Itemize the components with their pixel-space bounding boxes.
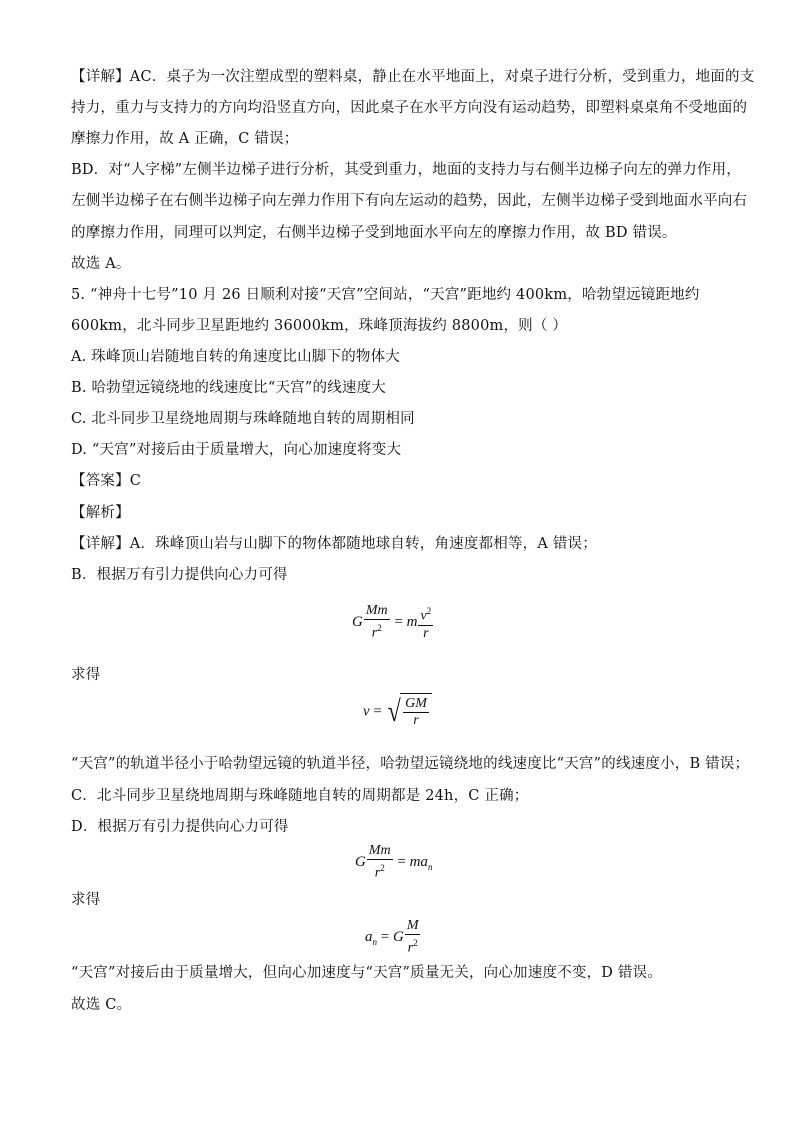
text-line: 求得 [71, 892, 101, 908]
eq-numerator: GM [405, 696, 427, 711]
eq-equals: = [373, 703, 382, 720]
text-line: 左侧半边梯子在右侧半边梯子向左弹力作用下有向左运动的趋势，因此，左侧半边梯子受到地面水平向右 [71, 193, 748, 209]
option-c: C. 北斗同步卫星绕地周期与珠峰随地自转的周期相同 [71, 411, 415, 427]
sqrt-symbol: √ $\frac{GM}{r}$ [386, 693, 432, 731]
eq-symbol: v [363, 703, 370, 720]
text-line: 持力，重力与支持力的方向均沿竖直方向，因此桌子在水平方向没有运动趋势，即塑料桌桌角不受地面的 [71, 100, 748, 116]
eq-numerator: v [420, 608, 427, 624]
eq-equals: = [397, 853, 406, 870]
text-line: BD．对“人字梯”左侧半边梯子进行分析，其受到重力，地面的支持力与右侧半边梯子向左的弹力作用， [71, 162, 742, 178]
option-d: D. “天宫”对接后由于质量增大，向心加速度将变大 [71, 442, 402, 458]
eq-denominator: r [371, 625, 378, 641]
analysis-label: 【解析】 [71, 505, 130, 521]
option-a: A. 珠峰顶山岩随地自转的角速度比山脚下的物体大 [71, 349, 400, 365]
eq-fraction [364, 603, 390, 642]
equation-gravity-velocity [352, 603, 434, 642]
eq-denominator: r [413, 713, 419, 728]
eq-fraction [367, 843, 393, 882]
text-line: C．北斗同步卫星绕地周期与珠峰随地自转的周期都是 24h，C 正确； [71, 788, 529, 804]
option-b: B. 哈勃望远镜绕地的线速度比“天宫”的线速度大 [71, 380, 386, 396]
equation-gravity-acceleration [355, 843, 432, 882]
equation-acceleration [365, 918, 421, 957]
eq-symbol: a [365, 928, 373, 945]
eq-fraction [405, 918, 421, 957]
eq-symbol: G [355, 853, 366, 870]
eq-denominator: r [407, 940, 414, 956]
eq-fraction [403, 696, 429, 729]
eq-exponent: 2 [377, 623, 382, 633]
eq-subscript: n [427, 861, 433, 872]
text-line: 求得 [71, 667, 101, 683]
question-stem: 600km，北斗同步卫星距地约 36000km，珠峰顶海拔约 8800m，则（ ） [71, 318, 568, 334]
eq-symbol: ma [409, 853, 428, 870]
eq-numerator: Mm [365, 603, 388, 618]
answer-label: 【答案】C [71, 473, 142, 489]
eq-exponent: 2 [413, 938, 418, 948]
text-line: B．根据万有引力提供向心力可得 [71, 567, 288, 583]
text-line: 【详解】AC．桌子为一次注塑成型的塑料桌，静止在水平地面上，对桌子进行分析，受到重力，地面的支 [71, 69, 755, 85]
text-line: 的摩擦力作用，同理可以判定，右侧半边梯子受到地面水平向左的摩擦力作用，故 BD 错误。 [71, 225, 677, 241]
eq-symbol: m [406, 613, 418, 630]
text-line: 故选 A。 [71, 256, 131, 272]
eq-numerator: M [406, 918, 419, 933]
eq-fraction [418, 603, 433, 642]
text-line: 摩擦力作用，故 A 正确，C 错误； [71, 131, 299, 147]
text-line: D．根据万有引力提供向心力可得 [71, 819, 289, 835]
eq-exponent: 2 [426, 606, 432, 616]
text-line: 【详解】A．珠峰顶山岩与山脚下的物体都随地球自转，角速度都相等，A 错误； [71, 536, 597, 552]
eq-denominator: r [423, 625, 429, 641]
eq-symbol: G [352, 613, 363, 630]
eq-equals: = [394, 613, 403, 630]
text-line: “天宫”的轨道半径小于哈勃望远镜的轨道半径，哈勃望远镜绕地的线速度比“天宫”的线速度小，B 错误； [71, 756, 750, 772]
eq-denominator: r [374, 865, 381, 881]
question-stem: 5. “神舟十七号”10 月 26 日顺利对接“天宫”空间站，“天宫”距地约 400km，哈勃望远镜距地约 [71, 287, 700, 303]
eq-numerator: Mm [368, 843, 391, 858]
eq-subscript: n [372, 936, 377, 947]
eq-symbol: G [392, 928, 404, 945]
equation-velocity [363, 693, 432, 731]
text-line: “天宫”对接后由于质量增大，但向心加速度与“天宫”质量无关，向心加速度不变，D 错误。 [71, 965, 662, 981]
eq-exponent: 2 [380, 863, 385, 873]
eq-equals: = [380, 928, 390, 945]
text-line: 故选 C。 [71, 997, 132, 1013]
